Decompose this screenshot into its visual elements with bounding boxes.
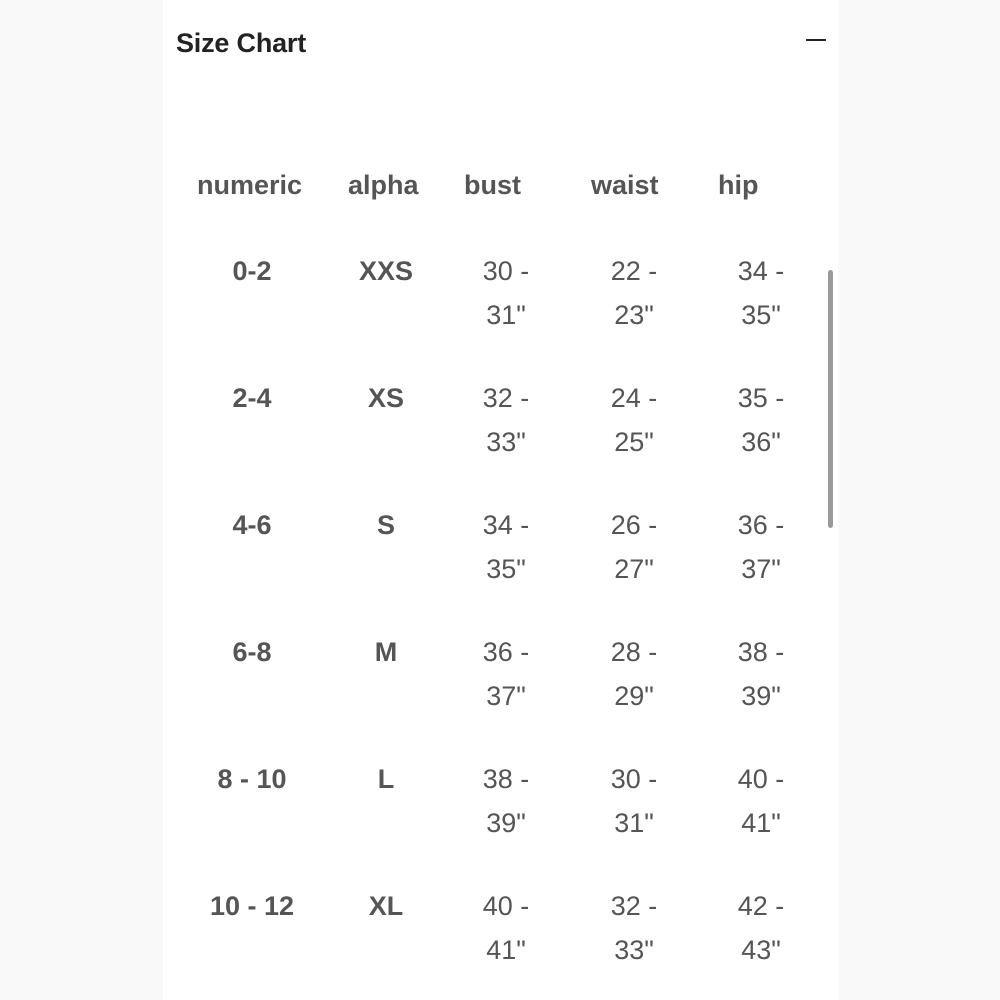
header-numeric: numeric bbox=[197, 170, 303, 200]
hip-to: 41" bbox=[741, 808, 781, 838]
cell-hip bbox=[716, 757, 806, 845]
waist-to: 27" bbox=[614, 554, 654, 584]
cell-bust bbox=[461, 376, 551, 464]
header-hip: hip bbox=[718, 170, 759, 200]
waist-from: 30 - bbox=[610, 764, 658, 794]
hip-to: 37" bbox=[741, 554, 781, 584]
cell-numeric: 8 - 10 bbox=[217, 764, 287, 794]
cell-waist bbox=[589, 630, 679, 718]
cell-alpha: M bbox=[374, 637, 398, 667]
size-chart-panel bbox=[163, 0, 838, 1000]
cell-waist bbox=[589, 884, 679, 972]
cell-hip bbox=[716, 249, 806, 337]
header-alpha: alpha bbox=[348, 170, 419, 200]
cell-alpha: XS bbox=[367, 383, 405, 413]
cell-waist bbox=[589, 249, 679, 337]
cell-alpha: XL bbox=[368, 891, 404, 921]
cell-waist bbox=[589, 757, 679, 845]
scrollbar[interactable] bbox=[828, 270, 834, 528]
collapse-minus-icon[interactable] bbox=[806, 39, 826, 41]
hip-from: 42 - bbox=[737, 891, 785, 921]
hip-to: 36" bbox=[741, 427, 781, 457]
cell-numeric: 10 - 12 bbox=[209, 891, 295, 921]
table-row bbox=[163, 630, 823, 750]
cell-bust bbox=[461, 503, 551, 591]
cell-alpha: S bbox=[376, 510, 395, 540]
cell-alpha: XXS bbox=[358, 256, 414, 286]
waist-from: 26 - bbox=[610, 510, 658, 540]
table-row bbox=[163, 503, 823, 623]
cell-hip bbox=[716, 884, 806, 972]
cell-bust bbox=[461, 630, 551, 718]
bust-from: 30 - bbox=[482, 256, 530, 286]
cell-waist bbox=[589, 503, 679, 591]
hip-from: 35 - bbox=[737, 383, 785, 413]
hip-to: 43" bbox=[741, 935, 781, 965]
table-row bbox=[163, 757, 823, 877]
cell-numeric: 4-6 bbox=[232, 510, 272, 540]
cell-numeric: 0-2 bbox=[232, 256, 272, 286]
bust-from: 40 - bbox=[482, 891, 530, 921]
waist-to: 31" bbox=[614, 808, 654, 838]
hip-from: 40 - bbox=[737, 764, 785, 794]
cell-numeric: 2-4 bbox=[232, 383, 272, 413]
bust-from: 36 - bbox=[482, 637, 530, 667]
waist-from: 24 - bbox=[610, 383, 658, 413]
cell-hip bbox=[716, 503, 806, 591]
cell-hip bbox=[716, 630, 806, 718]
waist-from: 32 - bbox=[610, 891, 658, 921]
bust-from: 34 - bbox=[482, 510, 530, 540]
scrollbar-thumb[interactable] bbox=[828, 270, 833, 528]
cell-alpha: L bbox=[377, 764, 395, 794]
bust-to: 37" bbox=[486, 681, 526, 711]
waist-to: 33" bbox=[614, 935, 654, 965]
bust-to: 31" bbox=[486, 300, 526, 330]
hip-to: 35" bbox=[741, 300, 781, 330]
bust-from: 32 - bbox=[482, 383, 530, 413]
cell-bust bbox=[461, 757, 551, 845]
waist-from: 28 - bbox=[610, 637, 658, 667]
bust-to: 39" bbox=[486, 808, 526, 838]
hip-from: 38 - bbox=[737, 637, 785, 667]
waist-from: 22 - bbox=[610, 256, 658, 286]
table-row bbox=[163, 249, 823, 369]
cell-numeric: 6-8 bbox=[232, 637, 272, 667]
hip-to: 39" bbox=[741, 681, 781, 711]
size-chart-title: Size Chart bbox=[176, 28, 307, 58]
table-row bbox=[163, 376, 823, 496]
waist-to: 23" bbox=[614, 300, 654, 330]
cell-hip bbox=[716, 376, 806, 464]
bust-from: 38 - bbox=[482, 764, 530, 794]
waist-to: 29" bbox=[614, 681, 654, 711]
bust-to: 35" bbox=[486, 554, 526, 584]
bust-to: 33" bbox=[486, 427, 526, 457]
waist-to: 25" bbox=[614, 427, 654, 457]
cell-bust bbox=[461, 249, 551, 337]
cell-waist bbox=[589, 376, 679, 464]
hip-from: 36 - bbox=[737, 510, 785, 540]
table-row bbox=[163, 884, 823, 1000]
header-bust: bust bbox=[464, 170, 521, 200]
bust-to: 41" bbox=[486, 935, 526, 965]
cell-bust bbox=[461, 884, 551, 972]
header-waist: waist bbox=[591, 170, 659, 200]
hip-from: 34 - bbox=[737, 256, 785, 286]
